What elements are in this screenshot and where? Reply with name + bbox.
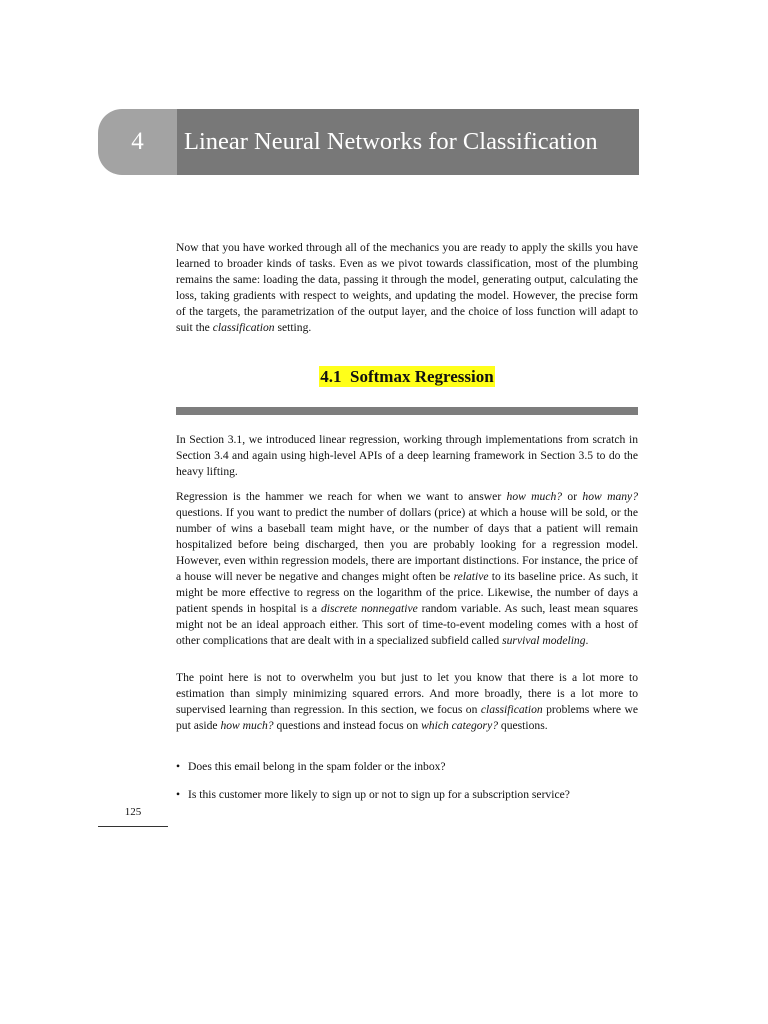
emphasis: how much?	[220, 719, 274, 732]
section-rule	[176, 407, 638, 415]
text-run: Regression is the hammer we reach for when we want to answer	[176, 490, 507, 503]
list-item	[176, 759, 638, 775]
list-item	[176, 787, 638, 803]
list-item-text: Is this customer more likely to sign up or not to sign up for a subscription service?	[188, 788, 570, 801]
text-run: questions and instead focus on	[273, 719, 422, 732]
emphasis: how much?	[506, 490, 563, 503]
emphasis: discrete nonnegative	[320, 602, 418, 615]
text-run: questions.	[498, 719, 548, 732]
page-number-rule	[98, 826, 168, 827]
page-number: 125	[124, 806, 142, 818]
list-item-text: Does this email belong in the spam folder or the inbox?	[188, 760, 446, 773]
paragraph-linear-regression	[176, 432, 638, 480]
section-heading-highlight	[319, 366, 494, 387]
section-heading	[176, 367, 638, 387]
paragraph-text: In Section 3.1, we introduced linear regression, working through implementations from scratch in Section 3.4 and again using high-level APIs of a deep learning framework in Section 3.5 to do the heavy lifting.	[176, 433, 638, 478]
bullet-icon: •	[176, 760, 181, 773]
intro-emphasis: classification	[212, 321, 275, 334]
emphasis: how many?	[582, 490, 638, 503]
chapter-banner	[98, 109, 639, 175]
section-number: 4.1	[320, 367, 342, 386]
paragraph-regression-hammer	[176, 489, 638, 649]
text-run: The point here is not to overwhelm you but just to let you know that there is a lot more to estimation than simply minimizing squared errors. And more broadly, there is a lot more to supervised learning than regression. In this section, we focus on	[176, 671, 638, 716]
paragraph-classification	[176, 670, 638, 734]
chapter-title: Linear Neural Networks for Classification	[177, 109, 639, 175]
chapter-number: 4	[98, 109, 177, 175]
text-run: .	[585, 634, 589, 647]
text-run: random variable. As such, least mean squares might not be an ideal approach either. This sort of time-to-event modeling comes with a host of other complications that are dealt with in a specialized subfield called	[176, 602, 638, 647]
emphasis: survival modeling	[502, 634, 586, 647]
bullet-icon: •	[176, 788, 181, 801]
text-run: or	[562, 490, 583, 503]
section-title: Softmax Regression	[350, 367, 494, 386]
emphasis: which category?	[421, 719, 499, 732]
bullet-list	[176, 759, 638, 815]
intro-text: Now that you have worked through all of the mechanics you are ready to apply the skills you have learned to broader kinds of tasks. Even as we pivot towards classification, most of the plumbing remains the same: loading the data, passing it through the model, generating output, calculating the loss, taking gradients with respect to weights, and updating the model. However, the precise form of the targets, the parametrization of the output layer, and the choice of loss function will adapt to suit the	[176, 241, 638, 334]
text-run: to its baseline price. As such, it might be more effective to regress on the logarithm of the price. Likewise, the number of days a patient spends in hospital is a	[176, 570, 638, 615]
text-run: questions. If you want to predict the number of dollars (price) at which a house will be sold, or the number of wins a baseball team might have, or the number of days that a patient will remain hospitalized before being discharged, then you are probably looking for a regression model. However, even within regression models, there are important distinctions. For instance, the price of a house will never be negative and changes might often be	[176, 506, 638, 583]
emphasis: relative	[453, 570, 489, 583]
intro-paragraph	[176, 240, 638, 336]
emphasis: classification	[480, 703, 543, 716]
text-run: problems where we put aside	[176, 703, 638, 732]
intro-text-end: setting.	[274, 321, 312, 334]
